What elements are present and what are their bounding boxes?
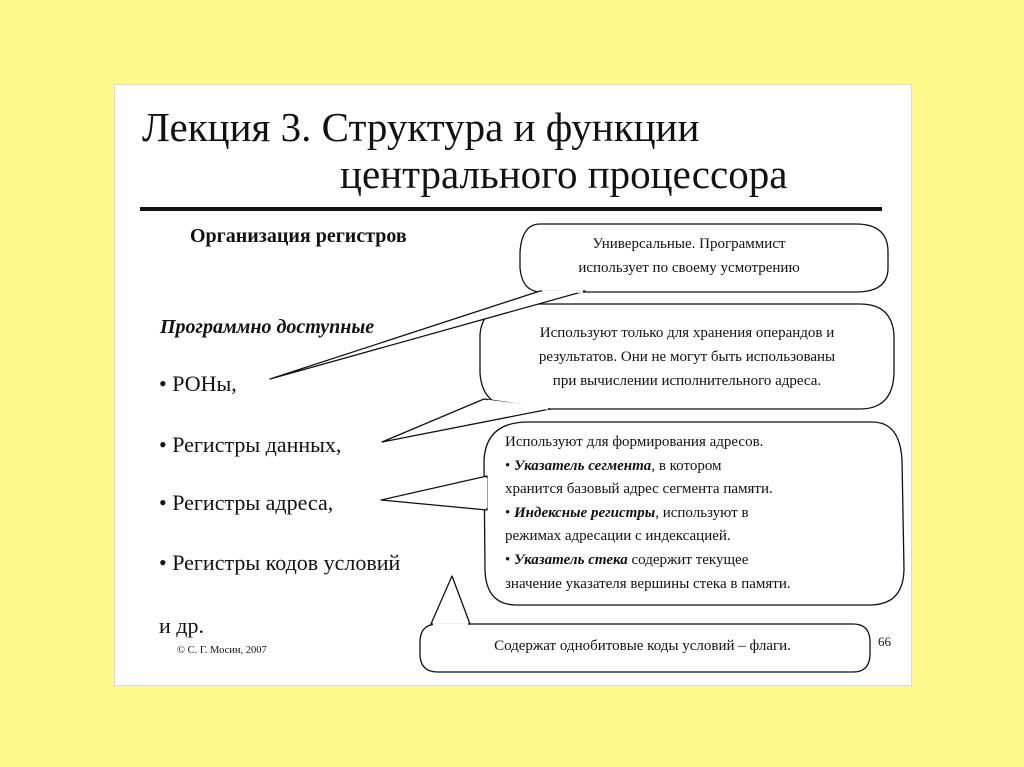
callout-data-line-2: результатов. Они не могут быть использованы [538, 349, 836, 365]
stack-pointer-rest: содержит текущее [627, 551, 749, 568]
section-subtitle: Организация регистров [190, 225, 407, 247]
segment-pointer-rest: , в котором [651, 457, 722, 474]
callout-flags-line-1: Содержат однобитовые коды условий – флаги. [494, 638, 791, 654]
callout-address-index-line-2: режимах адресации с индексацией. [505, 528, 731, 545]
title-line-2: центрального процессора [340, 151, 788, 197]
callout-data-text [478, 321, 896, 393]
callout-flags-text [420, 634, 865, 658]
bullet: • [505, 551, 515, 568]
callout-general-line-1: Универсальные. Программист [592, 236, 786, 252]
copyright: © С. Г. Мосин, 2007 [177, 645, 267, 656]
callout-address-tail [381, 476, 487, 510]
callout-address-stack [505, 549, 895, 573]
list-item-data-registers: • Регистры данных, [159, 432, 342, 457]
callout-address-index [505, 502, 895, 526]
callout-general-line-2: использует по своему усмотрению [578, 260, 800, 276]
index-registers-term: Индексные регистры [514, 504, 656, 521]
list-item-condition-registers: • Регистры кодов условий [159, 550, 401, 575]
segment-pointer-term: Указатель сегмента [514, 457, 652, 474]
bullet: • [505, 457, 515, 474]
callout-address-intro: Используют для формирования адресов. [505, 434, 764, 450]
title-line-1: Лекция 3. Структура и функции [142, 104, 700, 150]
index-registers-rest: , используют в [655, 504, 749, 521]
list-item-etc: и др. [159, 613, 204, 638]
callout-address-segment [505, 455, 895, 479]
page-number: 66 [878, 634, 891, 649]
list-item-address-registers: • Регистры адреса, [159, 490, 334, 515]
list-item-gpr: • РОНы, [159, 371, 237, 396]
callout-data-line-3: при вычислении исполнительного адреса. [552, 373, 822, 389]
stack-pointer-term: Указатель стека [514, 551, 628, 568]
callout-address-segment-line-2: хранится базовый адрес сегмента памяти. [505, 481, 773, 498]
callout-address-stack-line-2: значение указателя вершины стека в памяти. [505, 575, 791, 592]
callout-general-text [528, 232, 850, 280]
bullet: • [505, 504, 515, 521]
callout-flags-tail [431, 576, 470, 624]
callout-address-text [505, 431, 895, 596]
group-heading: Программно доступные [160, 316, 375, 338]
callout-data-line-1: Используют только для хранения операндов и [539, 325, 835, 341]
